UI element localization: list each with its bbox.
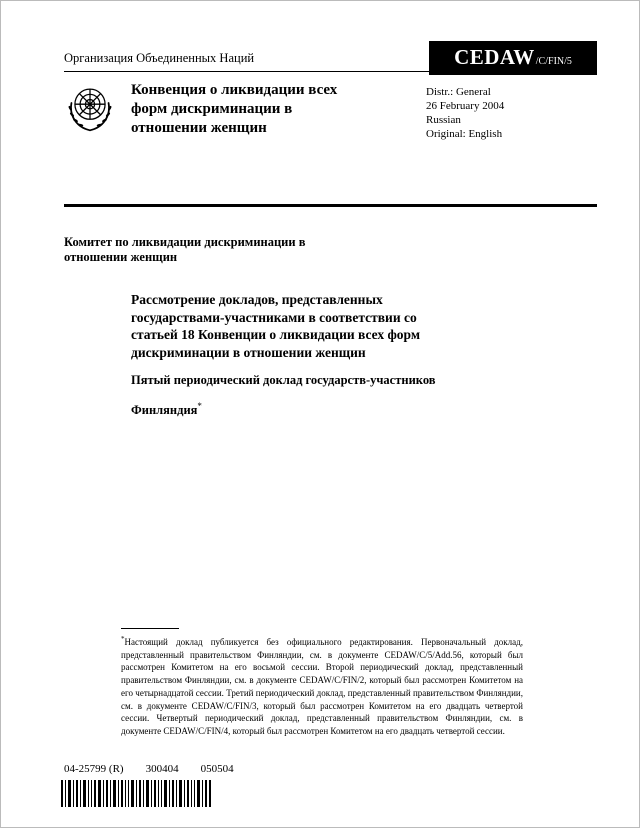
- language-line: Russian: [426, 114, 461, 126]
- doc-symbol-main: CEDAW: [454, 45, 535, 69]
- footnote-text: Настоящий доклад публикуется без официального редактирования. Первоначальный доклад, представленный правительством Финляндии, см. в документе CEDAW/C/5/Add.56, который был рассмотрен Комитетом на его восьмой сессии. Второй периодический доклад, представленный правительством Финляндии, см. в документе CEDAW/C/FIN/2, который был рассмотрен Комитетом на его четырнадцатой сессии. Третий периодический доклад, представленный правительством Финляндии, см. в документе CEDAW/C/FIN/3, который был рассмотрен Комитетом на его двадцать четвертой сессии. Четвертый периодический доклад, представленный правительством Финляндии, см. в документе CEDAW/C/FIN/4, который был рассмотрен Комитетом на его двадцать четвертой сессии.: [121, 637, 523, 736]
- org-name: Организация Объединенных Наций: [64, 51, 255, 65]
- doc-symbol-box: [429, 41, 597, 75]
- date-line: 26 February 2004: [426, 100, 505, 112]
- committee-name: Комитет по ликвидации дискриминации в отношении женщин: [64, 235, 306, 264]
- country-footnote-marker: *: [197, 401, 202, 411]
- distr-line: Distr.: General: [426, 86, 491, 98]
- footer-code-2: 050504: [200, 763, 234, 775]
- doc-symbol-suffix: /C/FIN/5: [535, 56, 572, 67]
- footnote: [121, 633, 523, 738]
- original-language-line: Original: English: [426, 128, 503, 140]
- country-text: Финляндия: [131, 403, 198, 418]
- footnote-marker: *: [121, 635, 125, 643]
- doc-number: 04-25799 (R): [64, 763, 124, 775]
- footer-line: [64, 763, 234, 775]
- report-subheading: Пятый периодический доклад государств-участников: [131, 373, 436, 387]
- country-name: [131, 401, 202, 418]
- distribution-block: [426, 85, 504, 141]
- report-heading: Рассмотрение докладов, представленных государствами-участниками в соответствии со статьей 18 Конвенции о ликвидации всех форм дискриминации в отношении женщин: [131, 292, 421, 360]
- section-rule: [64, 204, 597, 207]
- barcode: [61, 780, 211, 807]
- un-emblem-icon: [61, 81, 119, 139]
- footnote-separator: [121, 628, 179, 629]
- footer-code-1: 300404: [145, 763, 179, 775]
- convention-title: Конвенция о ликвидации всех форм дискриминации в отношении женщин: [131, 82, 338, 136]
